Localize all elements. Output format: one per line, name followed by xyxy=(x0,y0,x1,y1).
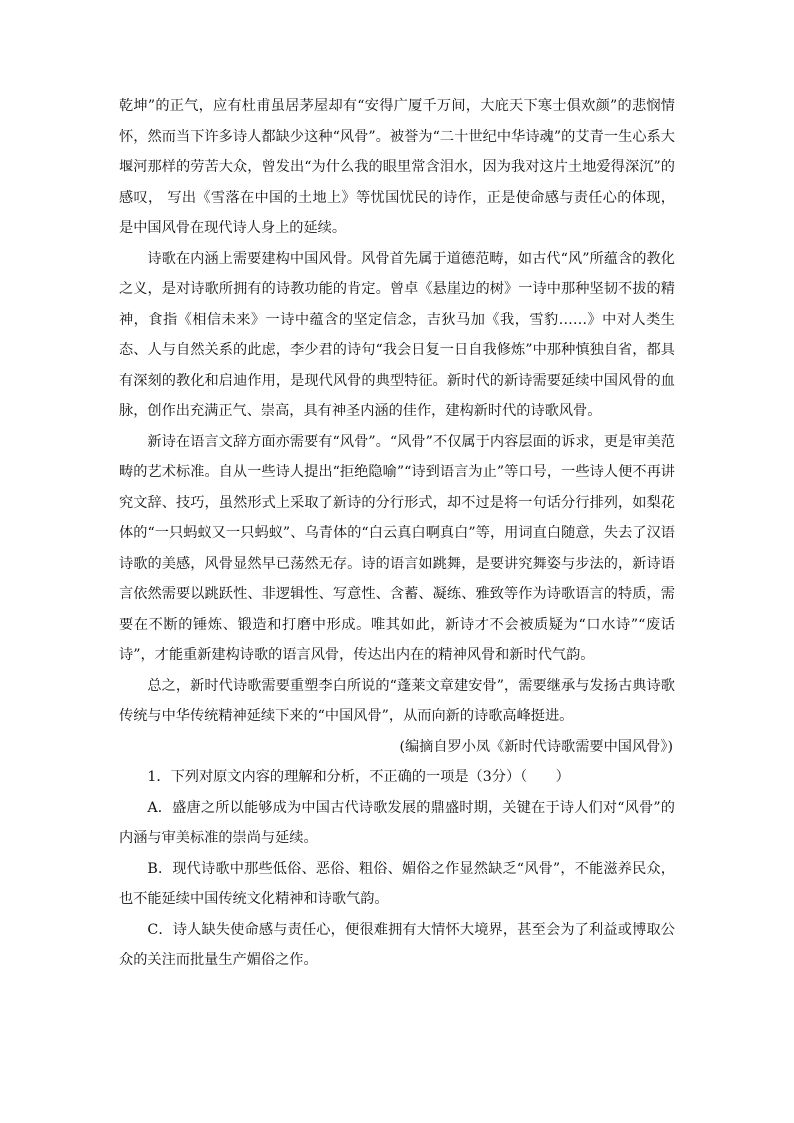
document-page xyxy=(119,91,675,976)
question-stem: 1．下列对原文内容的理解和分析，不正确的一项是（3分）（ ） xyxy=(147,769,570,785)
question-option-a: A．盛唐之所以能够成为中国古代诗歌发展的鼎盛时期，关键在于诗人们对“风骨”的内涵与审美标准的崇尚与延续。 xyxy=(119,799,675,846)
passage-paragraph-2: 诗歌在内涵上需要建构中国风骨。风骨首先属于道德范畴，如古代“风”所蕴含的教化之义，是对诗歌所拥有的诗教功能的肯定。曾卓《悬崖边的树》一诗中那种坚韧不拔的精神，食指《相信未来》一诗中蕴含的坚定信念，吉狄马加《我，雪豹……》中对人类生态、人与自然关系的此虑，李少君的诗句“我会日复一日自我修炼”中那种慎独自省，都具有深刻的教化和启迪作用，是现代风骨的典型特征。新时代的新诗需要延续中国风骨的血脉，创作出充满正气、崇高，具有神圣内涵的佳作，建构新时代的诗歌风骨。 xyxy=(119,250,675,419)
passage-paragraph-3: 新诗在语言文辞方面亦需要有“风骨”。“风骨”不仅属于内容层面的诉求，更是审美范畴的艺术标准。自从一些诗人提出“拒绝隐喻”“诗到语言为止”等口号，一些诗人便不再讲究文辞、技巧，虽然形式上采取了新诗的分行形式，却不过是将一句话分行排列，如梨花体的“一只蚂蚁又一只蚂蚁”、乌青体的“白云真白啊真白”等，用词直白随意，失去了汉语诗歌的美感，风骨显然早已荡然无存。诗的语言如跳舞，是要讲究舞姿与步法的，新诗语言依然需要以跳跃性、非逻辑性、写意性、含蓄、凝练、雅致等作为诗歌语言的特质，需要在不断的锤炼、锻造和打磨中形成。唯其如此，新诗才不会被质疑为“口水诗”“废话诗”，才能重新建构诗歌的语言风骨，传达出内在的精神风骨和新时代气韵。 xyxy=(119,433,675,663)
passage-paragraph-1: 乾坤”的正气，应有杜甫虽居茅屋却有“安得广厦千万间，大庇天下寒士俱欢颜”的悲悯情怀，然而当下许多诗人都缺少这种“风骨”。被誉为“二十世纪中华诗魂”的艾青一生心系大堰河那样的劳苦大众，曾发出“为什么我的眼里常含泪水，因为我对这片土地爱得深沉”的感叹， 写出《雪落在中国的土地上》等忧国忧民的诗作，正是使命感与责任心的体现，是中国风骨在现代诗人身上的延续。 xyxy=(119,98,675,236)
passage-source: (编摘自罗小凤《新时代诗歌需要中国风骨》) xyxy=(399,738,673,755)
question-option-c: C．诗人缺失使命感与责任心，便很难拥有大情怀大境界，甚至会为了利益或博取公众的关注而批量生产媚俗之作。 xyxy=(119,921,675,968)
question-option-b: B．现代诗歌中那些低俗、恶俗、粗俗、媚俗之作显然缺乏“风骨”，不能滋养民众，也不能延续中国传统文化精神和诗歌气韵。 xyxy=(119,860,675,907)
passage-paragraph-4: 总之，新时代诗歌需要重塑李白所说的“蓬莱文章建安骨”，需要继承与发扬古典诗歌传统与中华传统精神延续下来的“中国风骨”，从而向新的诗歌高峰挺进。 xyxy=(119,677,675,724)
